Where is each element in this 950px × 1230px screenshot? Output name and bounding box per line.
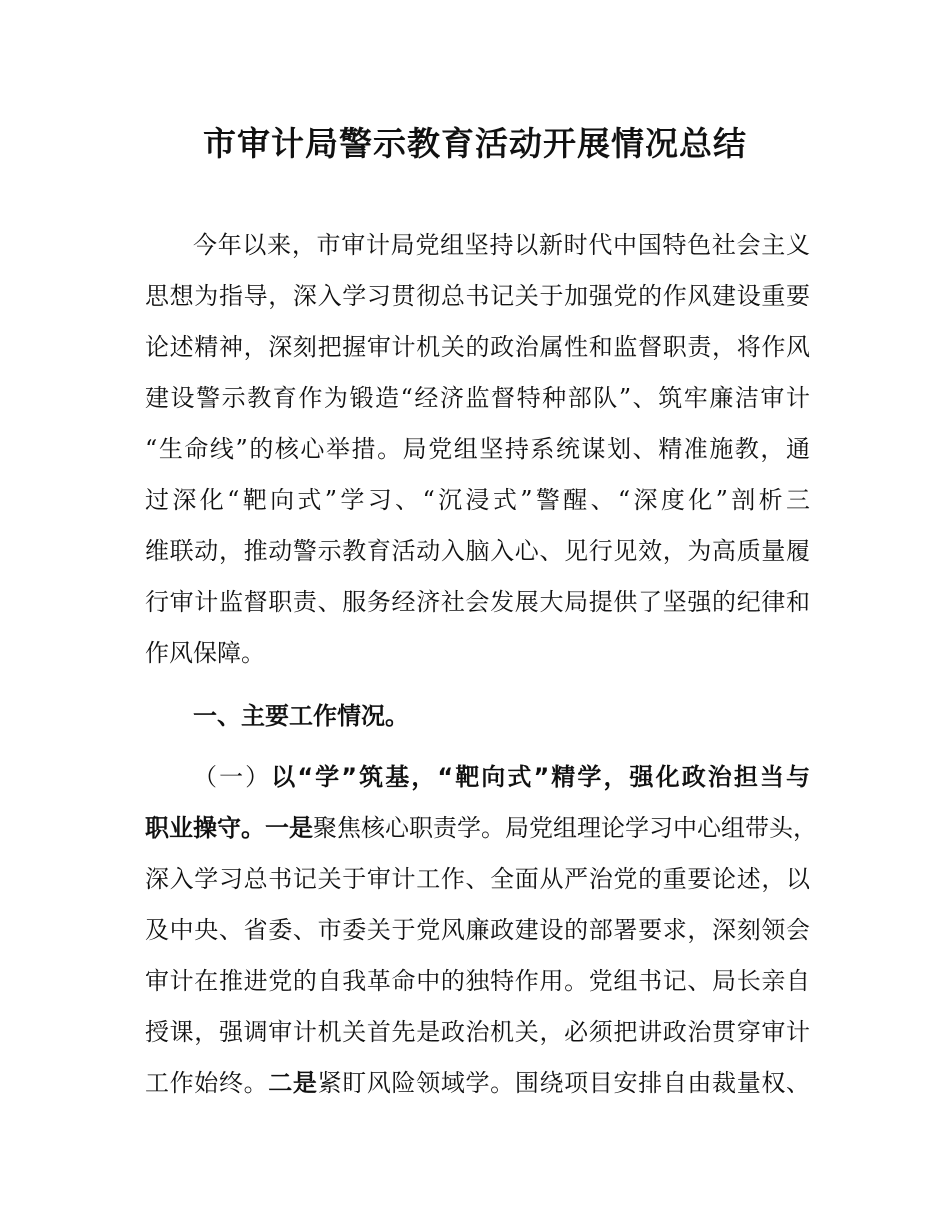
text-segment: “生命线”的核心举措。局党组坚持系统谋划、精准施教，通 — [145, 435, 810, 463]
bold-text: 二是 — [268, 1069, 318, 1097]
text-segment: 今年以来，市审计局党组坚持以新时代中国特色社会主义 — [193, 231, 810, 259]
text-segment: （一） — [193, 763, 272, 791]
text-line — [145, 854, 810, 905]
text-line — [145, 271, 810, 322]
text-segment: 紧盯风险领域学。围绕项目安排自由裁量权、 — [317, 1069, 811, 1097]
text-segment: 作风保障。 — [145, 639, 265, 667]
bold-text: 一、主要工作情况。 — [193, 702, 409, 730]
text-segment: 审计在推进党的自我革命中的独特作用。党组书记、局长亲自 — [145, 967, 810, 995]
text-segment: 论述精神，深刻把握审计机关的政治属性和监督职责，将作风 — [145, 333, 810, 361]
document-body — [145, 220, 817, 1109]
text-segment: 深入学习总书记关于审计工作、全面从严治党的重要论述，以 — [145, 865, 810, 893]
subsection-paragraph — [145, 752, 817, 1109]
text-line — [145, 1007, 810, 1058]
text-segment: 聚焦核心职责学。局党组理论学习中心组带头， — [313, 814, 817, 842]
intro-paragraph — [145, 220, 810, 679]
text-line — [145, 526, 810, 577]
document-title: 市审计局警示教育活动开展情况总结 — [203, 124, 747, 163]
text-line — [145, 1058, 810, 1109]
bold-text: 职业操守。 — [145, 814, 265, 842]
text-line — [145, 475, 810, 526]
text-line — [145, 373, 810, 424]
text-line — [145, 424, 810, 475]
text-line — [145, 690, 810, 741]
text-line — [145, 628, 810, 679]
text-segment: 思想为指导，深入学习贯彻总书记关于加强党的作风建设重要 — [145, 282, 810, 310]
text-segment: 维联动，推动警示教育活动入脑入心、见行见效，为高质量履 — [145, 537, 810, 565]
text-segment: 工作始终。 — [145, 1069, 269, 1097]
text-segment: 建设警示教育作为锻造“经济监督特种部队”、筑牢廉洁审计 — [145, 384, 810, 412]
bold-text: 一是 — [265, 814, 313, 842]
text-line — [145, 577, 810, 628]
text-line — [145, 752, 810, 803]
text-segment: 授课，强调审计机关首先是政治机关，必须把讲政治贯穿审计 — [145, 1018, 810, 1046]
text-segment: 过深化“靶向式”学习、“沉浸式”警醒、“深度化”剖析三 — [145, 486, 810, 514]
text-segment: 行审计监督职责、服务经济社会发展大局提供了坚强的纪律和 — [145, 588, 810, 616]
text-line — [145, 905, 810, 956]
text-line — [145, 220, 810, 271]
section-heading — [145, 690, 810, 741]
text-line — [145, 803, 817, 854]
text-segment: 及中央、省委、市委关于党风廉政建设的部署要求，深刻领会 — [145, 916, 810, 944]
text-line — [145, 956, 810, 1007]
text-line — [145, 322, 810, 373]
bold-text: 以“学”筑基，“靶向式”精学，强化政治担当与 — [271, 763, 811, 791]
